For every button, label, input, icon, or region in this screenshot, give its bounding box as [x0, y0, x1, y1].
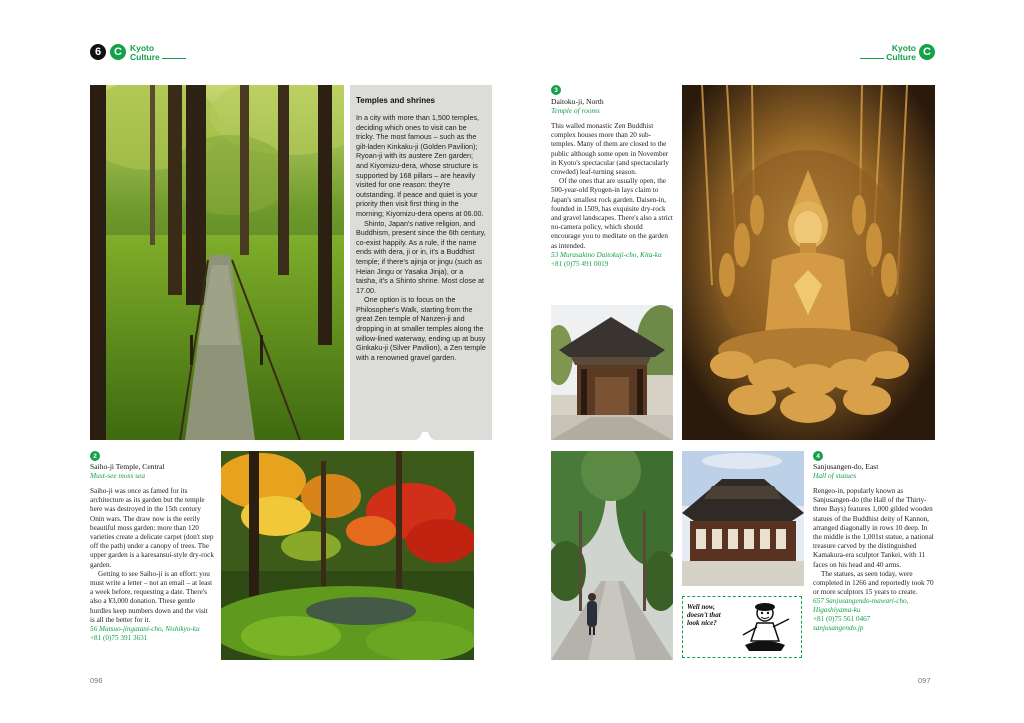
sidebar-title: Temples and shrines: [356, 96, 435, 105]
sidebar-tab-notch: [400, 428, 450, 442]
sidebar-paragraph: One option is to focus on the Philosopher's Walk, starting from the great Zen temple of Nanzen-ji and dropping in at smaller temples along the willow-lined waterway, ending up at busy Ginkaku-ji (Silver Pavilion), a Zen temple with a renowned gravel garden.: [356, 295, 486, 362]
entry-title: Daitoku-ji, North: [551, 97, 604, 106]
entry-number-badge: 4: [813, 451, 823, 461]
header-city: Kyoto: [130, 43, 155, 53]
culture-c-icon: C: [919, 44, 935, 60]
entry-phone: +81 (0)75 391 3631: [90, 634, 148, 643]
entry-paragraph: Saiho-ji was once as famed for its architecture as its garden but the temple here was destroyed in the 15th century Onin wars. The draw now is the eerily beautiful moss garden: more than 120 varieties create a delicate carpet (don't step off the path) under a canopy of trees. The upper garden is a karesansui-style dry-rock garden.: [90, 487, 214, 569]
entry-phone: +81 (0)75 561 0467: [813, 615, 871, 624]
entry-title: Sanjusangen-do, East: [813, 462, 879, 471]
entry-address: 53 Murasakino Daitokuji-cho, Kita-ku: [551, 250, 662, 259]
saiho-ji-garden-photo: [221, 451, 474, 660]
cartoon-caption: Well now, doesn't that look nice?: [687, 603, 721, 627]
entry-body: [813, 487, 935, 633]
entry-body: [551, 122, 673, 269]
entry-paragraph: Rengeo-in, popularly known as Sanjusangen-do (the Hall of the Thirty-three Bays) features 1,000 gilded wooden statues of the Buddhist deity of Kannon, arranged diagonally in rows 10 deep. In the middle is the 1,001st statue, a national treasure carved by the distinguished Kamakura-era sculptor Tankei, with 11 faces on his head and 40 arms.: [813, 487, 934, 569]
entry-subtitle: Temple of rooms: [551, 106, 600, 115]
cartoon-drawing: [735, 601, 795, 653]
culture-c-icon: C: [110, 44, 126, 60]
entry-paragraph: This walled monastic Zen Buddhist complex houses more than 20 sub-temples. Many of them are closed to the public although some open in November in Kyoto's spectacular (and spectacularly crowded) leaf-turning season.: [551, 122, 669, 177]
entry-subtitle: Must-see moss sea: [90, 471, 146, 480]
page-number: 096: [90, 676, 103, 685]
entry-subtitle: Hall of statues: [813, 471, 857, 480]
chapter-number-badge: 6: [90, 44, 106, 60]
header-rule: [162, 58, 186, 59]
sidebar-body: [356, 113, 486, 362]
header-rule: [860, 58, 884, 59]
entry-paragraph: Getting to see Saiho-ji is an effort: you must write a letter – not an email – at least a week before, requesting a date. There's also a ¥3,000 donation. These gentle hurdles keep numbers down and the visit is all the better for it.: [90, 569, 213, 624]
entry-website[interactable]: sanjusangendo.jp: [813, 624, 864, 633]
header-section: Culture: [886, 52, 916, 62]
header-city: Kyoto: [891, 43, 916, 53]
entry-paragraph: The statues, as seen today, were completed in 1266 and reportedly took 70 or more sculptors 15 years to create.: [813, 569, 934, 597]
temples-shrines-sidebar: [350, 85, 492, 440]
sanjusangen-do-hall-photo: [682, 451, 804, 586]
entry-paragraph: Of the ones that are usually open, the 500-year-old Ryogen-in lays claim to Japan's smallest rock garden. Daisen-in, founded in 1509, has exquisite dry-rock and gravel landscapes. There's also a strict no-camera policy, which should encourage you to meditate on the garden as intended.: [551, 177, 673, 250]
moss-garden-path-photo: [90, 85, 344, 440]
entry-number-badge: 2: [90, 451, 100, 461]
daitoku-ji-gate-photo: [551, 305, 673, 440]
entry-address: 56 Matsuo-jingatani-cho, Nishikyo-ku: [90, 625, 200, 634]
entry-address: 657 Sanjusangendo-mawari-cho, Higashiyama-ku: [813, 597, 909, 615]
sidebar-paragraph: Shinto, Japan's native religion, and Buddhism, present since the 6th century, co-exist happily. As a rule, if the name ends with dera, ji or in, it's a Buddhist temple; if there's ajinja or jingu (such as Heian Jingu or Yasaka Jinja), or a taisha, it's a Shinto shrine. Most close at 17.00.: [356, 218, 486, 295]
tree-lined-path-photo: [551, 451, 673, 660]
page-number: 097: [918, 676, 931, 685]
header-section: Culture: [130, 52, 160, 62]
entry-number-badge: 3: [551, 85, 561, 95]
entry-title: Saiho-ji Temple, Central: [90, 462, 165, 471]
golden-kannon-statue-photo: [682, 85, 935, 440]
entry-body: [90, 487, 214, 643]
cartoon-illustration-box: [682, 596, 802, 658]
sidebar-paragraph: In a city with more than 1,500 temples, deciding which ones to visit can be tricky. The most famous – such as the gilt-laden Kinkaku-ji (Golden Pavilion); Ryoan-ji with its austere Zen garden; and Kiyomizu-dera, whose structure is supported by 168 pillars – are heavily visited for one reason: they're outstanding. If peace and quiet is your priority then visit first thing in the morning; Kiyomizu-dera opens at 06.00.: [356, 113, 484, 218]
entry-phone: +81 (0)75 491 0019: [551, 259, 609, 268]
